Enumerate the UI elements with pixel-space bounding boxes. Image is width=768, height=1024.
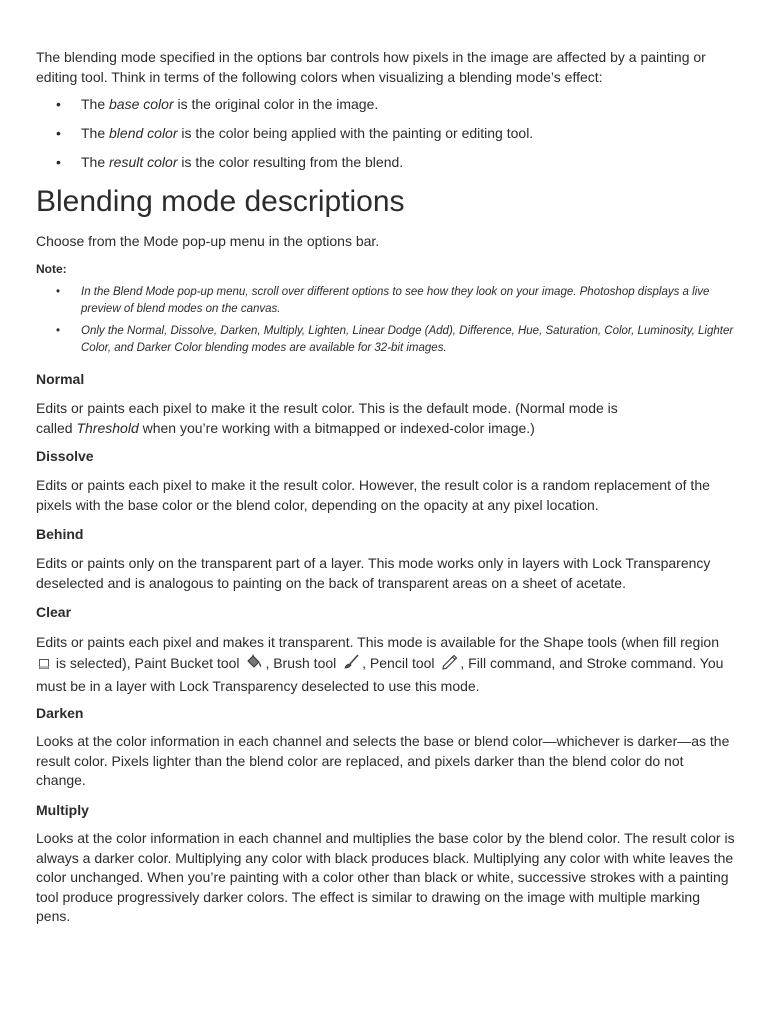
list-item: • The base color is the original color in the image. xyxy=(36,94,736,123)
mode-desc-multiply: Looks at the color information in each channel and multiplies the base color by the blend color. The result color is always a darker color. Multiplying any color with black produces black. Multiplying any color with white leaves the color unchanged. When you’re painting with a color other than black or white, successive strokes with a painting tool produce progressively darker colors. The effect is similar to drawing on the image with multiple marking pens. xyxy=(36,830,735,924)
mode-title-behind: Behind xyxy=(36,526,84,542)
section-heading: Blending mode descriptions xyxy=(36,185,405,218)
note-list xyxy=(36,284,736,362)
mode-title-darken: Darken xyxy=(36,705,84,721)
list-item: • The result color is the color resulting from the blend. xyxy=(36,152,736,181)
color-terms-list xyxy=(36,94,736,181)
fill-region-icon xyxy=(38,655,50,676)
list-item: • The blend color is the color being applied with the painting or editing tool. xyxy=(36,123,736,152)
pencil-icon xyxy=(440,654,458,676)
term-emphasis: Threshold xyxy=(76,419,139,436)
paint-bucket-icon xyxy=(245,654,263,676)
mode-title-normal: Normal xyxy=(36,371,85,387)
note-item: • In the Blend Mode pop-up menu, scroll over different options to see how they look on your image. Photoshop displays a live preview of blend modes on the canvas. xyxy=(36,284,736,318)
mode-desc-clear: Edits or paints each pixel and makes it transparent. This mode is available for the Shape tools (when fill region is selected), Paint Bucket tool , Brush tool , Pencil tool , Fill command, and Stroke command. You must be in a layer with Lock Transparency deselected to use this mode. xyxy=(36,634,724,694)
brush-icon xyxy=(342,654,360,676)
mode-desc-darken: Looks at the color information in each channel and selects the base or blend color—whichever is darker—as the result color. Pixels lighter than the blend color are replaced, and pixels darker than the blend color do not change. xyxy=(36,733,730,788)
note-item: • Only the Normal, Dissolve, Darken, Multiply, Lighten, Linear Dodge (Add), Difference, Hue, Saturation, Color, Luminosity, Lighter Color, and Darker Color blending modes are available for 32-bit images. xyxy=(36,323,736,357)
section-lead: Choose from the Mode pop-up menu in the options bar. xyxy=(36,233,380,249)
intro-paragraph: The blending mode specified in the options bar controls how pixels in the image are affected by a painting or editing tool. Think in terms of the following colors when visualizing a blending mode’s effect: xyxy=(36,49,706,85)
mode-title-multiply: Multiply xyxy=(36,802,89,818)
mode-title-dissolve: Dissolve xyxy=(36,448,94,464)
mode-desc-behind: Edits or paints only on the transparent part of a layer. This mode works only in layers with Lock Transparency deselected and is analogous to painting on the back of transparent areas on a sheet of acetate. xyxy=(36,555,711,591)
term-emphasis: base color xyxy=(109,96,174,112)
term-emphasis: result color xyxy=(109,154,178,170)
mode-desc-normal: Edits or paints each pixel to make it the result color. This is the default mode. (Normal mode is called Threshold when you’re working with a bitmapped or indexed-color image.) xyxy=(36,400,618,436)
mode-title-clear: Clear xyxy=(36,604,72,620)
note-label: Note: xyxy=(36,262,67,276)
mode-desc-dissolve: Edits or paints each pixel to make it the result color. However, the result color is a random replacement of the pixels with the base color or the blend color, depending on the opacity at any pixel location. xyxy=(36,477,710,513)
term-emphasis: blend color xyxy=(109,125,178,141)
